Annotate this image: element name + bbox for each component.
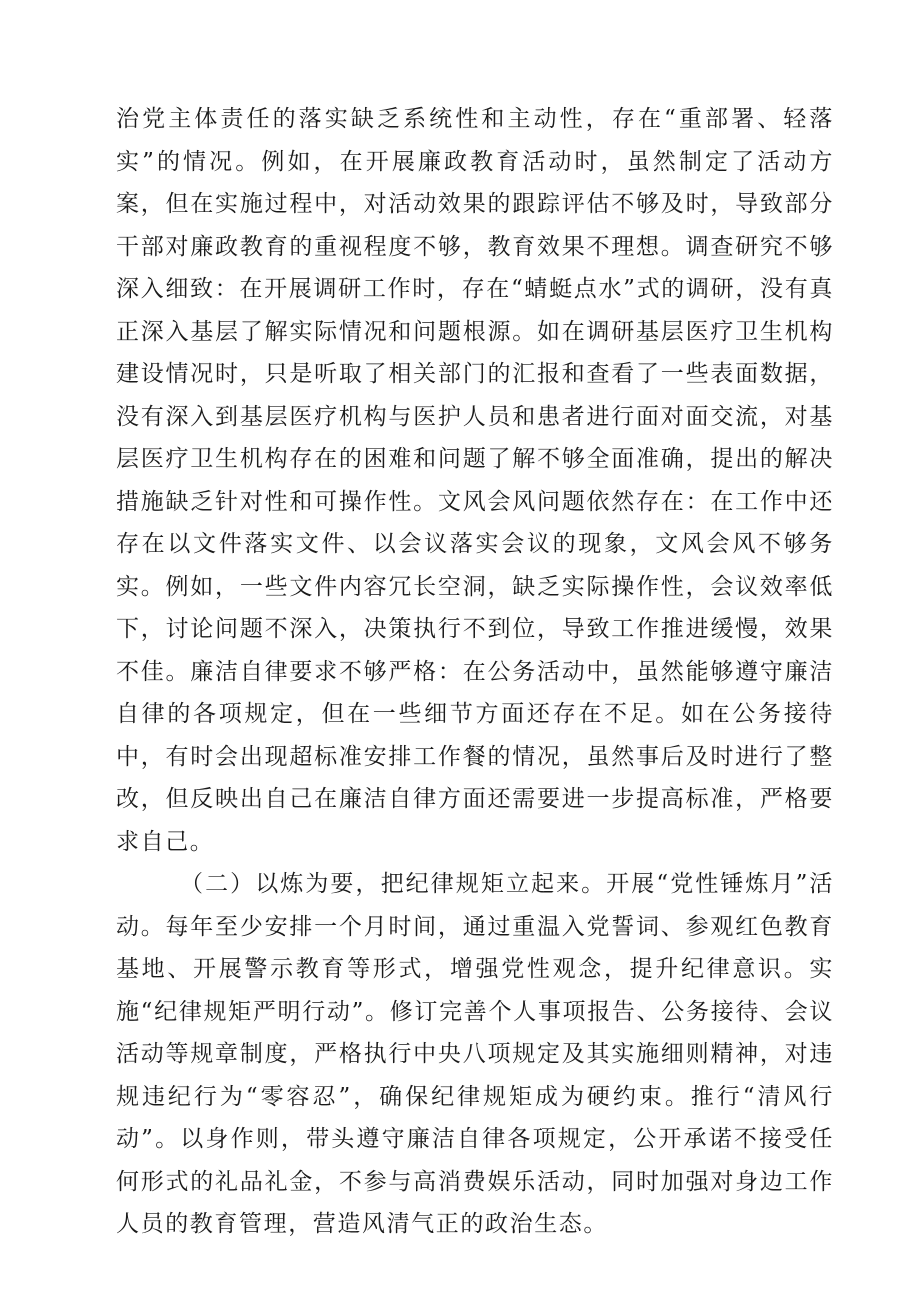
paragraph-1: 治党主体责任的落实缺乏系统性和主动性，存在“重部署、轻落实”的情况。例如，在开展廉政教育活动时，虽然制定了活动方案，但在实施过程中，对活动效果的跟踪评估不够及时，导致部分干部对廉政教育的重视程度不够，教育效果不理想。调查研究不够深入细致：在开展调研工作时，存在“蜻蜓点水”式的调研，没有真正深入基层了解实际情况和问题根源。如在调研基层医疗卫生机构建设情况时，只是听取了相关部门的汇报和查看了一些表面数据，没有深入到基层医疗机构与医护人员和患者进行面对面交流，对基层医疗卫生机构存在的困难和问题了解不够全面准确，提出的解决措施缺乏针对性和可操作性。文风会风问题依然存在：在工作中还存在以文件落实文件、以会议落实会议的现象，文风会风不够务实。例如，一些文件内容冗长空洞，缺乏实际操作性，会议效率低下，讨论问题不深入，决策执行不到位，导致工作推进缓慢，效果不佳。廉洁自律要求不够严格：在公务活动中，虽然能够遵守廉洁自律的各项规定，但在一些细节方面还存在不足。如在公务接待中，有时会出现超标准安排工作餐的情况，虽然事后及时进行了整改，但反映出自己在廉洁自律方面还需要进一步提高标准，严格要求自己。 — [116, 106, 834, 855]
document-body — [116, 98, 834, 1246]
paragraph-2: （二）以炼为要，把纪律规矩立起来。开展“党性锤炼月”活动。每年至少安排一个月时间，通过重温入党誓词、参观红色教育基地、开展警示教育等形式，增强党性观念，提升纪律意识。实施“纪律规矩严明行动”。修订完善个人事项报告、公务接待、会议活动等规章制度，严格执行中央八项规定及其实施细则精神，对违规违纪行为“零容忍”，确保纪律规矩成为硬约束。推行“清风行动”。以身作则，带头遵守廉洁自律各项规定，公开承诺不接受任何形式的礼品礼金，不参与高消费娱乐活动，同时加强对身边工作人员的教育管理，营造风清气正的政治生态。 — [116, 871, 834, 1237]
